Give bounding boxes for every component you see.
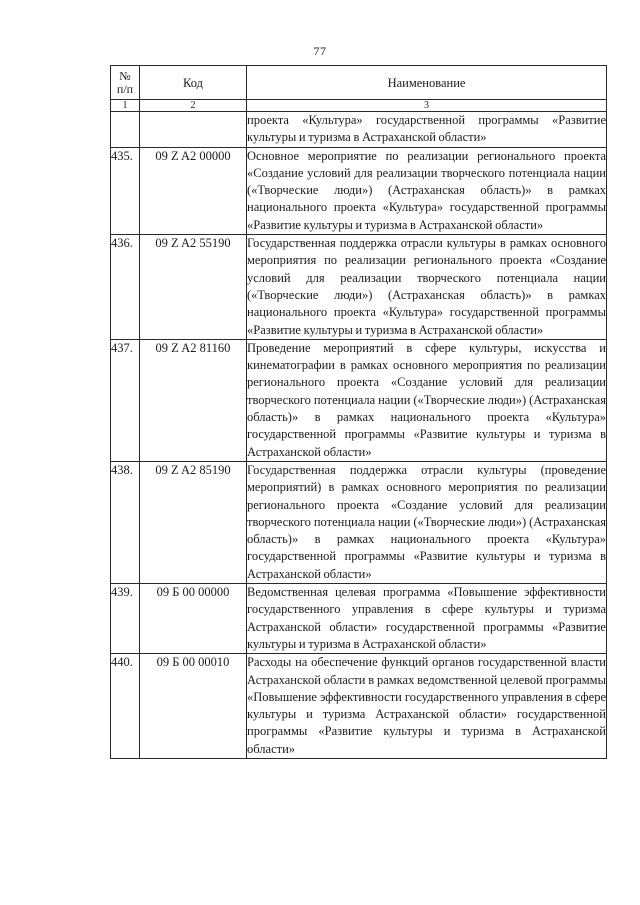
row-code: 09 Z A2 00000 — [140, 147, 247, 234]
row-code — [140, 112, 247, 148]
page-number: 77 — [313, 44, 327, 58]
row-code: 09 Z A2 81160 — [140, 339, 247, 461]
row-name: Государственная поддержка отрасли культуры (проведение мероприятий) в рамках основного мероприятия по реализации регионального проекта «Создание условий для реализации творческого потенциала нации («Творческие люди») (Астраханская область)» в рамках национального проекта «Культура» государственной программы «Развитие культуры и туризма в Астраханской области» — [247, 461, 607, 583]
row-name: проекта «Культура» государственной программы «Развитие культуры и туризма в Астраханской области» — [247, 112, 607, 148]
table-row — [111, 147, 607, 234]
row-name: Государственная поддержка отрасли культуры в рамках основного мероприятия по реализации регионального проекта «Создание условий для реализации творческого потенциала нации («Творческие люди») (Астраханская область)» в рамках национального проекта «Культура» государственной программы «Развитие культуры и туризма в Астраханской области» — [247, 235, 607, 340]
table-row — [111, 654, 607, 759]
table-row — [111, 112, 607, 148]
budget-code-table — [110, 65, 607, 759]
row-number: 436. — [111, 235, 140, 340]
row-number: 435. — [111, 147, 140, 234]
header-code-label: Код — [183, 75, 203, 90]
row-code: 09 Б 00 00010 — [140, 654, 247, 759]
header-num-label: № п/п — [116, 68, 134, 96]
header-name — [247, 66, 607, 100]
header-name-label: Наименование — [387, 75, 466, 90]
header-num — [111, 66, 140, 100]
table-row — [111, 461, 607, 583]
table-row — [111, 584, 607, 654]
row-number: 440. — [111, 654, 140, 759]
row-code: 09 Z A2 85190 — [140, 461, 247, 583]
row-name: Проведение мероприятий в сфере культуры, искусства и кинематографии в рамках основного мероприятия по реализации регионального проекта «Создание условий для реализации творческого потенциала нации («Творческие люди») (Астраханская область)» в рамках национального проекта «Культура» государственной программы «Развитие культуры и туризма в Астраханской области» — [247, 339, 607, 461]
row-number: 437. — [111, 339, 140, 461]
row-name: Основное мероприятие по реализации регионального проекта «Создание условий для реализации творческого потенциала нации («Творческие люди») (Астраханская область)» в рамках национального проекта «Культура» государственной программы «Развитие культуры и туризма в Астраханской области» — [247, 147, 607, 234]
row-code: 09 Б 00 00000 — [140, 584, 247, 654]
row-name: Расходы на обеспечение функций органов государственной власти Астраханской области в рамках ведомственной целевой программы «Повышение эффективности государственного управления в сфере культуры и туризма Астраханской области» государственной программы «Развитие культуры и туризма в Астраханской области» — [247, 654, 607, 759]
column-index-row — [111, 100, 607, 112]
row-number: 439. — [111, 584, 140, 654]
column-index-2: 2 — [140, 100, 247, 112]
header-row — [111, 66, 607, 100]
column-index-3: 3 — [247, 100, 607, 112]
row-number: 438. — [111, 461, 140, 583]
row-number — [111, 112, 140, 148]
table-row — [111, 235, 607, 340]
row-code: 09 Z A2 55190 — [140, 235, 247, 340]
row-name: Ведомственная целевая программа «Повышение эффективности государственного управления в сфере культуры и туризма Астраханской области» государственной программы «Развитие культуры и туризма в Астраханской области» — [247, 584, 607, 654]
table-row — [111, 339, 607, 461]
header-code — [140, 66, 247, 100]
column-index-1: 1 — [111, 100, 140, 112]
